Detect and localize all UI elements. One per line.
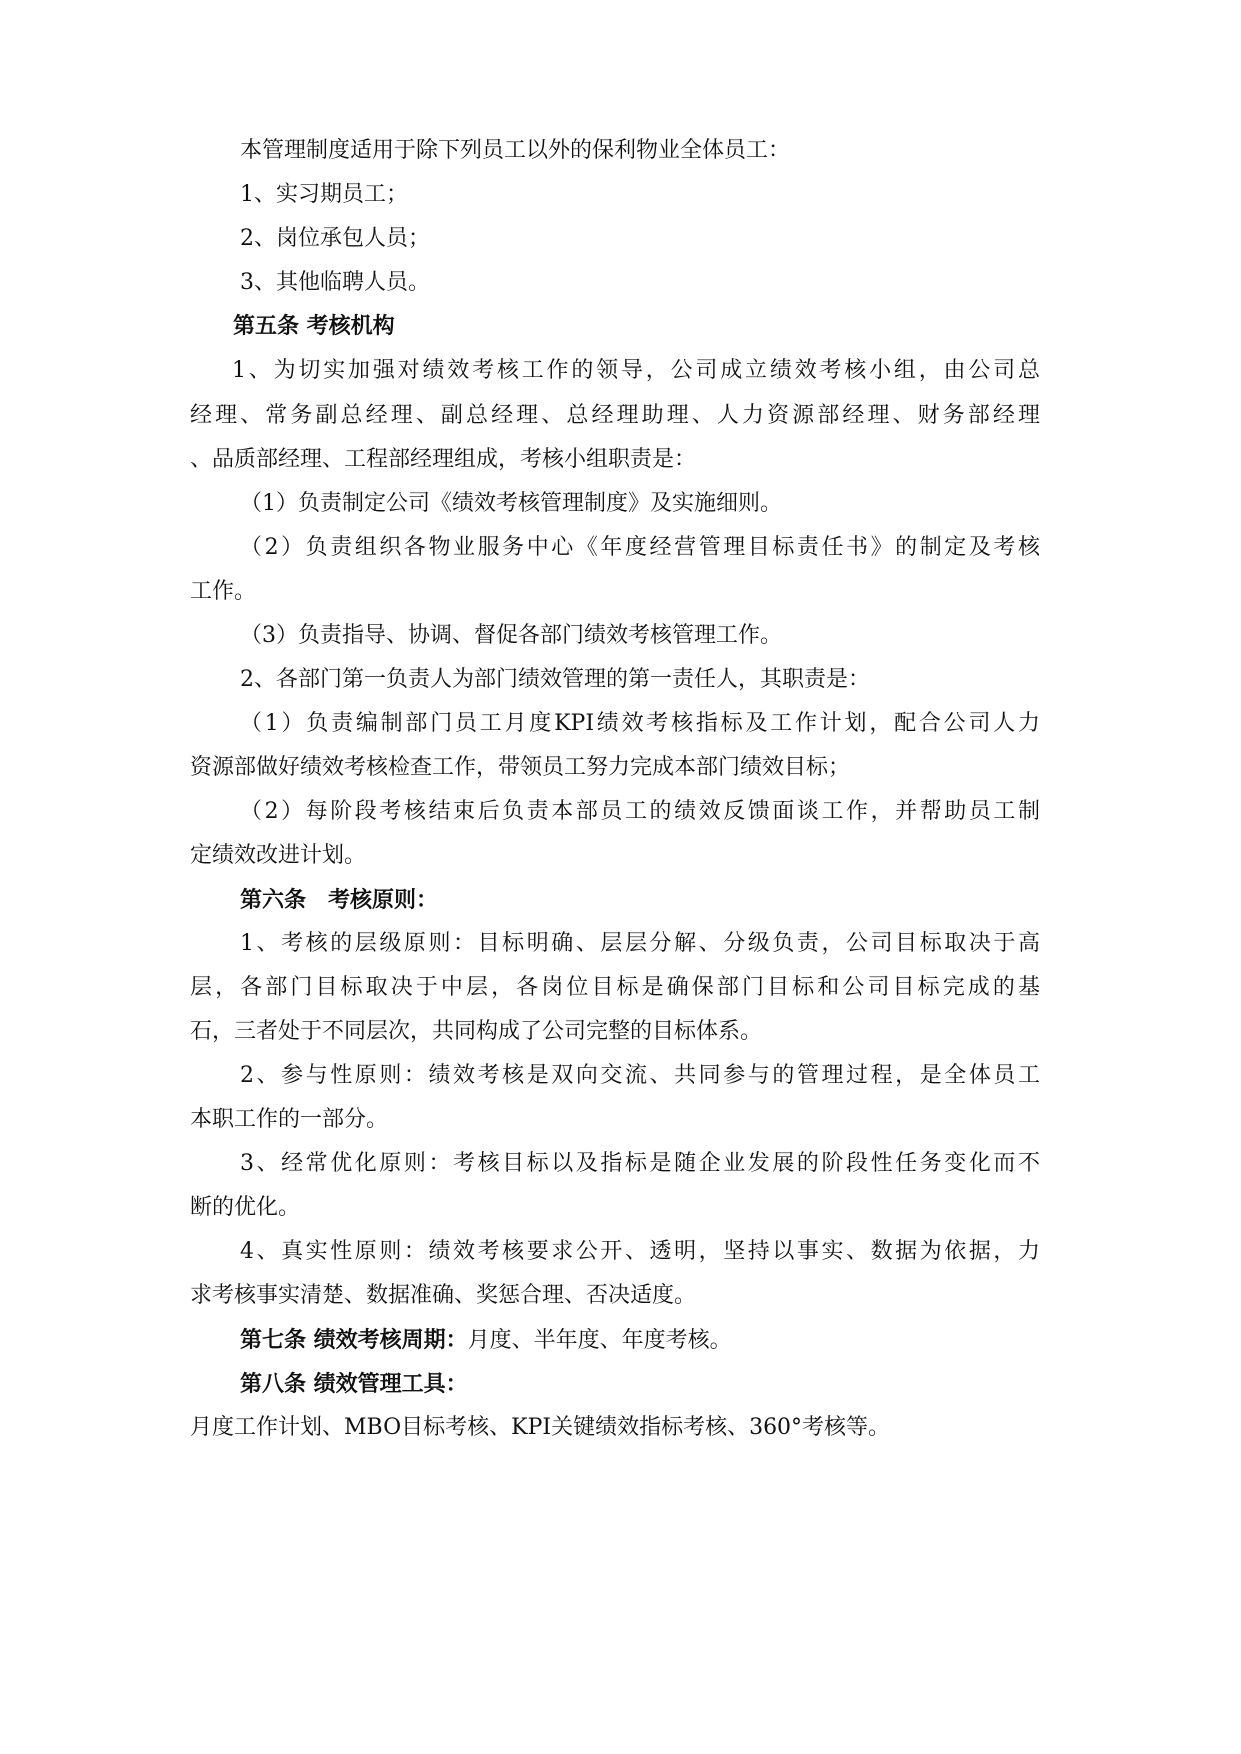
article-6-heading: 第六条 考核原则： [240,887,439,913]
article-6-item-1-line-2: 层，各部门目标取决于中层，各岗位目标是确保部门目标和公司目标完成的基 [190,975,1040,1000]
list-item-intern: 1、实习期员工； [240,182,408,207]
article-5-duty-3: （3）负责指导、协调、督促各部门绩效考核管理工作。 [240,623,782,648]
article-6-item-2-line-2: 本职工作的一部分。 [190,1107,389,1132]
article-6-item-1-line-3: 石，三者处于不同层次，共同构成了公司完整的目标体系。 [190,1019,763,1044]
article-5-item-2: 2、各部门第一负责人为部门绩效管理的第一责任人，其职责是： [240,667,870,692]
article-5-duty-2-line-2: 工作。 [190,579,257,604]
article-8-heading: 第八条 绩效管理工具： [240,1371,468,1397]
article-5-item-1-line-1: 1、为切实加强对绩效考核工作的领导，公司成立绩效考核小组，由公司总 [232,358,1040,383]
article-6-item-2-line-1: 2、参与性原则：绩效考核是双向交流、共同参与的管理过程，是全体员工 [240,1063,1040,1088]
article-5-duty-2-line-1: （2）负责组织各物业服务中心《年度经营管理目标责任书》的制定及考核 [240,535,1040,560]
article-5-item-2-duty-1-line-1: （1）负责编制部门员工月度KPI绩效考核指标及工作计划，配合公司人力 [240,711,1040,736]
article-7-line [240,1325,1110,1356]
list-item-temporary: 3、其他临聘人员。 [240,270,430,295]
article-5-item-2-duty-2-line-2: 定绩效改进计划。 [190,843,367,868]
article-6-item-3-line-1: 3、经常优化原则：考核目标以及指标是随企业发展的阶段性任务变化而不 [240,1151,1040,1176]
article-5-item-1-line-2: 经理、常务副总经理、副总经理、总经理助理、人力资源部经理、财务部经理 [190,403,1040,428]
list-item-contract: 2、岗位承包人员； [240,226,430,251]
article-6-item-3-line-2: 断的优化。 [190,1195,301,1220]
article-5-item-1-line-3: 、品质部经理、工程部经理组成，考核小组职责是： [190,447,697,472]
article-8-tools: 月度工作计划、MBO目标考核、KPI关键绩效指标考核、360°考核等。 [190,1415,891,1440]
article-6-item-4-line-1: 4、真实性原则：绩效考核要求公开、透明，坚持以事实、数据为依据，力 [240,1239,1040,1264]
article-5-duty-1: （1）负责制定公司《绩效考核管理制度》及实施细则。 [240,491,782,516]
article-7-period: 月度、半年度、年度考核。 [467,1328,732,1353]
article-6-item-4-line-2: 求考核事实清楚、数据准确、奖惩合理、否决适度。 [190,1283,697,1308]
article-5-heading: 第五条 考核机构 [233,313,395,339]
article-6-item-1-line-1: 1、考核的层级原则：目标明确、层层分解、分级负责，公司目标取决于高 [240,931,1040,956]
article-7-heading: 第七条 绩效考核周期： [240,1327,468,1353]
article-5-item-2-duty-2-line-1: （2）每阶段考核结束后负责本部员工的绩效反馈面谈工作，并帮助员工制 [240,799,1040,824]
article-5-item-2-duty-1-line-2: 资源部做好绩效考核检查工作，带领员工努力完成本部门绩效目标； [190,755,851,780]
paragraph-scope: 本管理制度适用于除下列员工以外的保利物业全体员工： [240,138,791,163]
